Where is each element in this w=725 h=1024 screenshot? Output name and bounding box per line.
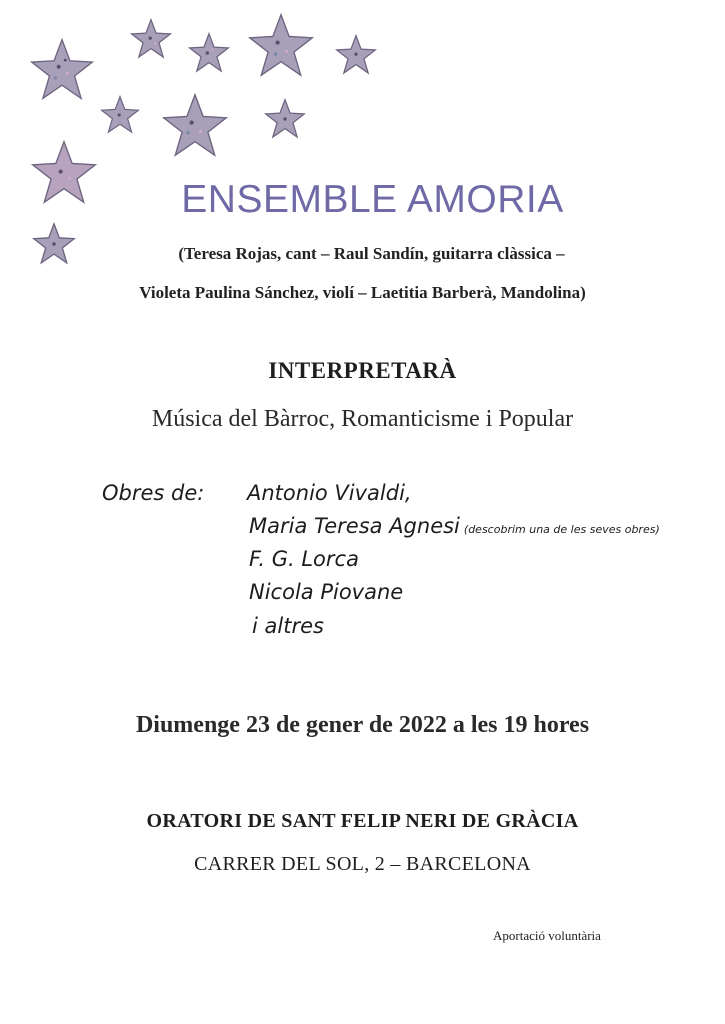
composer-item: Nicola Piovane: [249, 580, 404, 604]
genres-line: Música del Bàrroc, Romanticisme i Popular: [151, 406, 574, 432]
star-icon: [188, 32, 230, 74]
star-icon: [263, 98, 307, 140]
venue-name: ORATORI DE SANT FELIP NERI DE GRÀCIA: [146, 810, 579, 832]
interpreta-heading: INTERPRETARÀ: [268, 358, 457, 383]
contribution-note: Aportació voluntària: [493, 928, 601, 943]
composer-item: F. G. Lorca: [249, 547, 359, 571]
star-icon: [246, 12, 316, 80]
venue-address: CARRER DEL SOL, 2 – BARCELONA: [194, 853, 531, 875]
composer-item: i altres: [252, 614, 324, 638]
composer-item: [249, 514, 660, 538]
obres-label: Obres de:: [102, 481, 205, 505]
event-date: Diumenge 23 de gener de 2022 a les 19 hores: [135, 712, 590, 738]
star-icon: [26, 37, 98, 103]
composer-item: Antonio Vivaldi,: [247, 481, 412, 505]
ensemble-title: ENSEMBLE AMORIA: [181, 178, 564, 221]
star-icon: [130, 18, 172, 60]
members-line-1: (Teresa Rojas, cant – Raul Sandín, guitarra clàssica –: [178, 244, 565, 263]
composer-name: Maria Teresa Agnesi: [249, 514, 460, 538]
star-icon: [334, 34, 378, 76]
star-icon: [98, 95, 142, 135]
star-icon: [160, 92, 230, 160]
members-line-2: Violeta Paulina Sánchez, violí – Laetitia Barberà, Mandolina): [139, 283, 586, 302]
composer-note: (descobrim una de les seves obres): [463, 523, 660, 536]
